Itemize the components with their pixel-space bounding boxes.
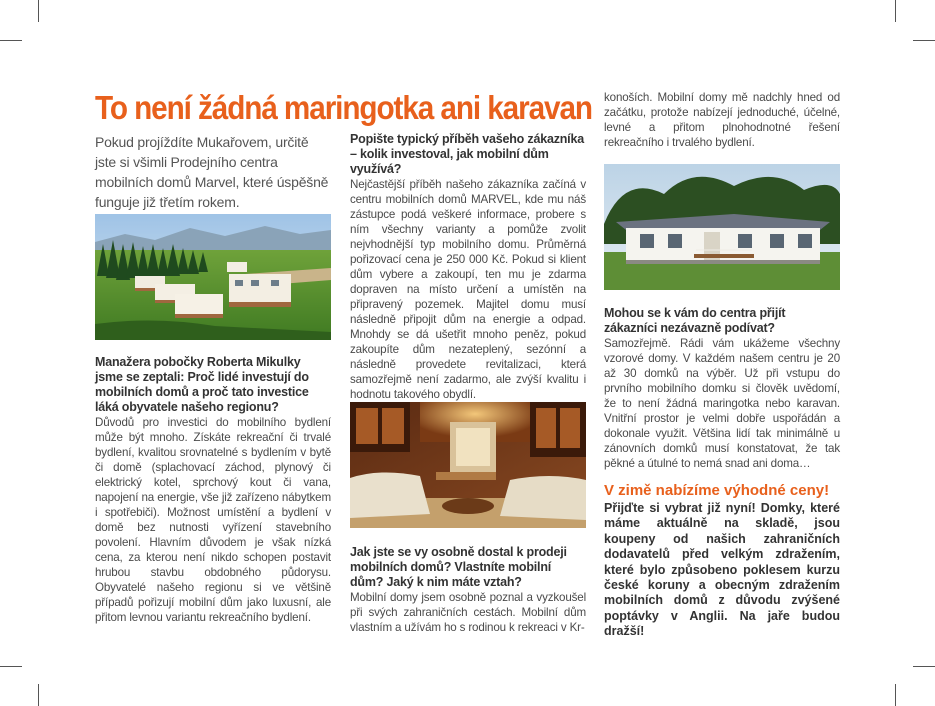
question-1: Manažera pobočky Roberta Mikulky jsme se zeptali: Proč lidé investují do mobilních domů a proč tato investice láká obyvatele našeho regionu? xyxy=(95,355,309,414)
crop-mark xyxy=(0,666,22,667)
crop-mark xyxy=(913,40,935,41)
crop-mark xyxy=(895,0,896,22)
article-lead: Pokud projíždíte Mukařovem, určitě jste si všimli Prodejního centra mobilních domů Marvel, které úspěšně funguje již třetím rokem. xyxy=(95,134,329,210)
photo-interior xyxy=(350,402,586,528)
photo-mobile-home xyxy=(604,164,840,290)
answer-2: Nejčastější příběh našeho zákazníka začíná v centru mobilních domů MARVEL, kde mu náš zástupce podá veškeré informace, probere s ním všechny varianty a pomůže zvolit nejvhodnější typ mobilního domu. Průměrná pořizovací cena je 250 000 Kč. Pokud si klient dům vybere a zakoupí, ten mu je zdarma dopraven na místo určení a umístěn na připravený pozemek. Majitel domu musí následně připojit dům na energie a odpad. Mnohdy se dá ušetřit mnoho peněz, pokud zakoupíte dům nezateplený, sezónní a následně provedete revitalizaci, která samozřejmě není zadarmo, ale zvýší kvalitu i hodnotu takového obydlí. xyxy=(350,178,586,401)
column-3-interview xyxy=(604,306,840,640)
answer-3-continued: konoších. Mobilní domy mě nadchly hned od začátku, protože nabízejí jednoduché, účelné, levné a přitom plnohodnotné řešení rekreačního i trvalého bydlení. xyxy=(604,91,840,149)
question-3: Jak jste se vy osobně dostal k prodeji mobilních domů? Vlastníte mobilní dům? Jaký k nim máte vztah? xyxy=(350,545,567,589)
column-2 xyxy=(350,132,586,402)
column-3-top xyxy=(604,90,840,150)
answer-4: Samozřejmě. Rádi vám ukážeme všechny vzorové domy. V každém našem centru je 20 až 30 domků na výběr. Už při vstupu do prvního mobilního domku si člověk uvědomí, že to není žádná maringotka nebo karavan. Vnitřní prostor je velmi dobře uspořádán a dokonale využit. Většina lidí tak minimálně u zánovních domků musí konstatovat, že tak pěkné a útulné to nemá snad ani doma… xyxy=(604,337,840,470)
crop-mark xyxy=(38,0,39,22)
crop-mark xyxy=(895,684,896,706)
crop-mark xyxy=(0,40,22,41)
question-2: Popište typický příběh vašeho zákazníka – kolik investoval, jak mobilní dům využívá? xyxy=(350,132,584,176)
column-1 xyxy=(95,132,331,212)
answer-3: Mobilní domy jsem osobně poznal a vyzkoušel při svých zahraničních cestách. Mobilní dům vlastním a užívám ho s rodinou k rekreaci v Kr- xyxy=(350,591,586,634)
article-title: To není žádná maringotka ani karavan xyxy=(95,89,592,126)
column-2-interview xyxy=(350,545,586,635)
crop-mark xyxy=(38,684,39,706)
closing-paragraph: Přijďte si vybrat již nyní! Domky, které máme aktuálně na skladě, jsou koupeny od našich zahraničních dodavatelů před velkým zdražením, které bylo způsobeno poklesem kurzu české koruny a obecným zdražením mobilních domů z důvodu zvýšené poptávky v Anglii. Na jaře budou dražší! xyxy=(604,501,840,639)
winter-offer-heading: V zimě nabízíme výhodné ceny! xyxy=(604,482,830,499)
crop-mark xyxy=(913,666,935,667)
answer-1: Důvodů pro investici do mobilního bydlení může být mnoho. Získáte rekreační či trvalé bydlení, kvalitou srovnatelné s bydlením v bytě či domě (splachovací záchod, plynový či elektrický kotel, sprchový kout či vana, napojení na energie, vše již zařízeno nábytkem i spotřebiči). Možnost umístění a bydlení v domě bez nutnosti vyřízení stavebního povolení. Hlavním důvodem je však nízká cena, za kterou není nikdo schopen postavit hrubou stavbu obdobného půdorysu. Obyvatelé našeho regionu si ve většině případů pořizují mobilní dům jako luxusní, ale přitom levnou variantu rekreačního bydlení. xyxy=(95,416,331,624)
photo-mobile-home-park xyxy=(95,214,331,340)
column-1-interview xyxy=(95,355,331,625)
question-4: Mohou se k vám do centra přijít zákazníci nezávazně podívat? xyxy=(604,306,786,335)
